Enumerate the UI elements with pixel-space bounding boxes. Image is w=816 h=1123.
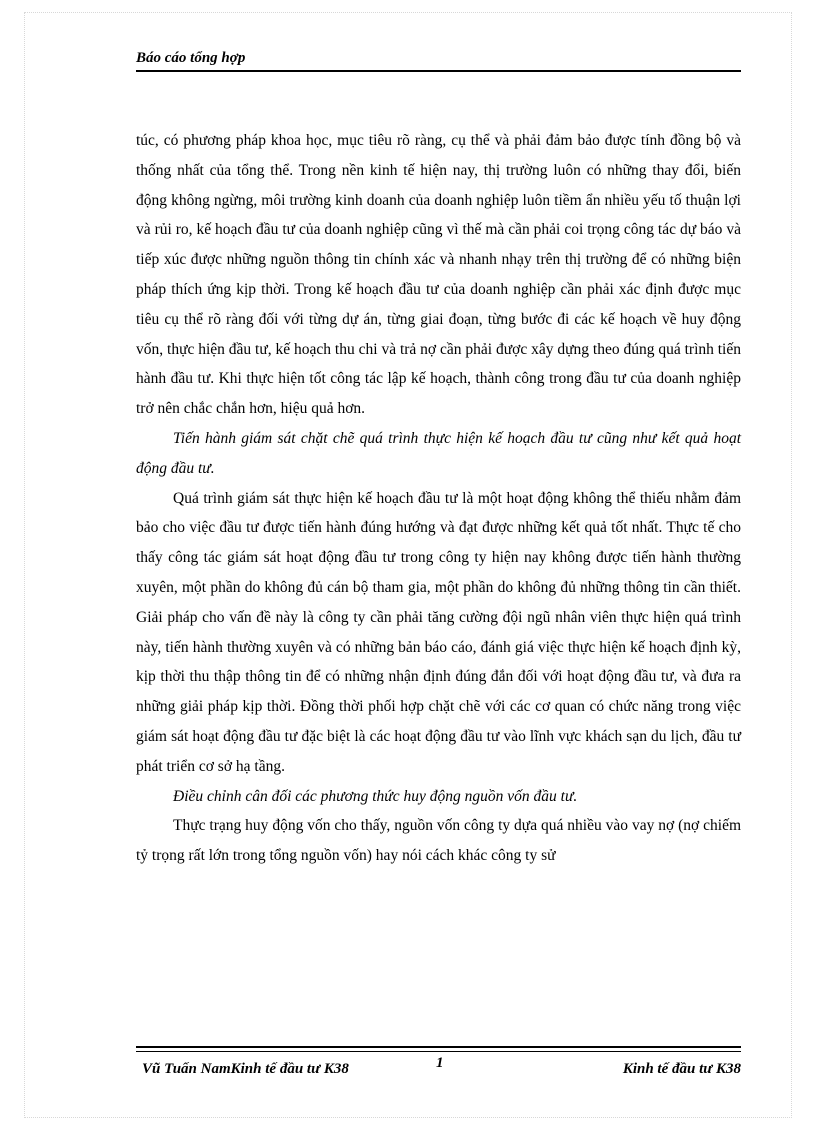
- footer-rule: [136, 1051, 741, 1052]
- page-number: 1: [436, 1055, 444, 1071]
- document-body: [136, 126, 741, 871]
- page-footer: [136, 1046, 741, 1078]
- section-heading-capital: Điều chỉnh cân đối các phương thức huy động nguồn vốn đầu tư.: [173, 787, 578, 805]
- paragraph-capital: Thực trạng huy động vốn cho thấy, nguồn vốn công ty dựa quá nhiều vào vay nợ (nợ chiếm tỷ trọng rất lớn trong tổng nguồn vốn) hay nói cách khác công ty sử: [136, 817, 741, 865]
- header-title: Báo cáo tổng hợp: [136, 50, 246, 66]
- paragraph-continuation: túc, có phương pháp khoa học, mục tiêu rõ ràng, cụ thể và phải đảm bảo được tính đồng bộ và thống nhất của tổng thể. Trong nền kinh tế hiện nay, thị trường luôn có những thay đổi, biến động không ngừng, môi trường kinh doanh của doanh nghiệp luôn tiềm ẩn nhiều yếu tố thuận lợi và rủi ro, kế hoạch đầu tư của doanh nghiệp cũng vì thế mà cần phải coi trọng công tác dự báo và tiếp xúc được những nguồn thông tin chính xác và nhanh nhạy trên thị trường để có những biện pháp thích ứng kịp thời. Trong kế hoạch đầu tư của doanh nghiệp cần phải xác định được mục tiêu cụ thể rõ ràng đối với từng dự án, từng giai đoạn, từng bước đi các kế hoạch về huy động vốn, thực hiện đầu tư, kế hoạch thu chi và trả nợ cần phải được xây dựng theo đúng quá trình tiến hành đầu tư. Khi thực hiện tốt công tác lập kế hoạch, thành công trong đầu tư của doanh nghiệp trở nên chắc chắn hơn, hiệu quả hơn.: [136, 132, 741, 418]
- section-heading-supervision: Tiến hành giám sát chặt chẽ quá trình thực hiện kế hoạch đầu tư cũng như kết quả hoạt động đầu tư.: [136, 429, 741, 477]
- page-header: [136, 48, 741, 72]
- footer-course: Kinh tế đầu tư K38: [622, 1061, 741, 1077]
- footer-author: Vũ Tuấn NamKinh tế đầu tư K38: [142, 1061, 349, 1077]
- paragraph-supervision: Quá trình giám sát thực hiện kế hoạch đầu tư là một hoạt động không thể thiếu nhằm đảm bảo cho việc đầu tư được tiến hành đúng hướng và đạt được những kết quả tốt nhất. Thực tế cho thấy công tác giám sát hoạt động đầu tư trong công ty hiện nay không được tiến hành thường xuyên, một phần do không đủ cán bộ tham gia, một phần do không đủ những thông tin cần thiết. Giải pháp cho vấn đề này là công ty cần phải tăng cường đội ngũ nhân viên thực hiện quá trình này, tiến hành thường xuyên và có những bản báo cáo, đánh giá việc thực hiện kế hoạch định kỳ, kịp thời thu thập thông tin để có những nhận định đúng đắn đối với hoạt động đầu tư, và đưa ra những giải pháp kịp thời. Đồng thời phối hợp chặt chẽ với các cơ quan có chức năng trong việc giám sát hoạt động đầu tư đặc biệt là các hoạt động đầu tư vào lĩnh vực khách sạn du lịch, đầu tư phát triển cơ sở hạ tầng.: [136, 489, 741, 775]
